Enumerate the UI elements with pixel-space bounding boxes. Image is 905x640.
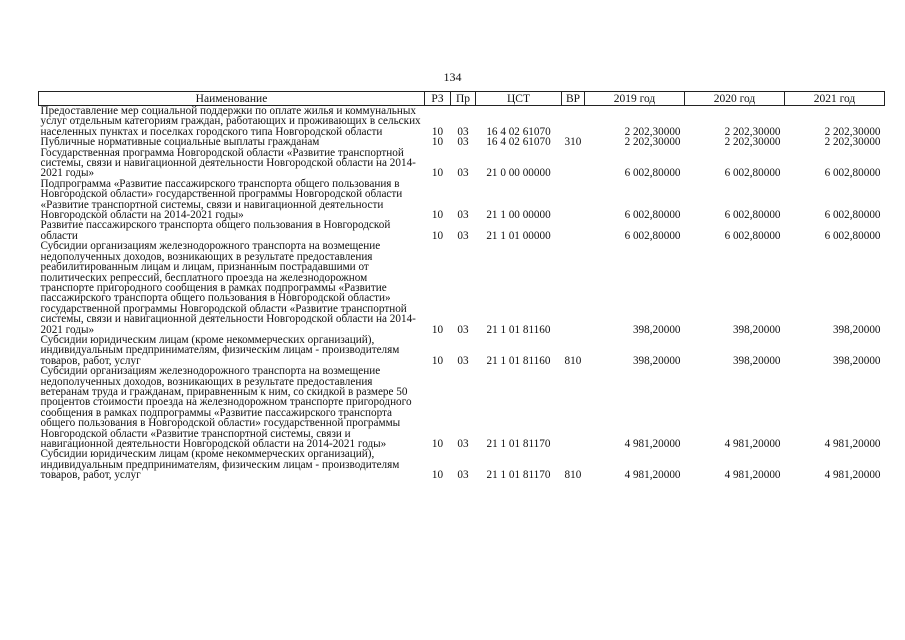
row-vr — [562, 241, 585, 335]
row-rz: 10 — [431, 469, 444, 482]
row-rz: 10 — [431, 354, 444, 367]
row-2020: 6 002,80000 — [724, 167, 781, 180]
row-cst: 21 0 00 00000 — [486, 167, 551, 180]
table-row — [39, 106, 885, 138]
row-2019: 2 202,30000 — [624, 125, 681, 138]
header-pr: Пр — [451, 92, 476, 106]
row-rz: 10 — [431, 209, 444, 222]
row-vr — [562, 106, 585, 138]
header-rz: РЗ — [425, 92, 451, 106]
header-2019: 2019 год — [585, 92, 685, 106]
row-vr — [562, 179, 585, 221]
row-rz: 10 — [431, 136, 444, 149]
row-2021: 4 981,20000 — [824, 438, 881, 450]
row-name: Предоставление мер социальной поддержки по оплате жилья и коммунальных услуг отдельным категориям граждан, работающих и проживающих в сельских населенных пунктах и поселках городского типа Новгородской области — [40, 105, 421, 138]
row-2019: 4 981,20000 — [624, 469, 681, 482]
row-rz: 10 — [431, 125, 444, 138]
row-rz: 10 — [431, 229, 444, 242]
row-vr: 810 — [564, 354, 582, 367]
row-name: Подпрограмма «Развитие пассажирского транспорта общего пользования в Новгородской области» государственной программы Новгородской области «Развитие транспортной системы, связи и навигационной деятельности Новгородской области на 2014-2021 годы» — [40, 177, 403, 222]
row-name: Публичные нормативные социальные выплаты гражданам — [40, 136, 320, 149]
row-vr: 810 — [564, 469, 582, 482]
row-name: Субсидии юридическим лицам (кроме некоммерческих организаций), индивидуальным предпринимателям, физическим лицам - производителям товаров, работ, услуг — [40, 333, 400, 367]
row-cst: 21 1 01 81160 — [486, 323, 551, 336]
table-row — [39, 241, 885, 335]
row-pr: 03 — [457, 125, 469, 138]
row-vr — [562, 148, 585, 179]
header-2020: 2020 год — [685, 92, 785, 106]
row-2021: 2 202,30000 — [824, 125, 881, 138]
row-2020: 4 981,20000 — [724, 438, 781, 450]
table-row — [39, 335, 885, 366]
row-name: Субсидии юридическим лицам (кроме некоммерческих организаций), индивидуальным предпринимателям, физическим лицам - производителям товаров, работ, услуг — [40, 448, 400, 482]
row-2019: 6 002,80000 — [624, 209, 681, 222]
row-2019: 6 002,80000 — [624, 167, 681, 180]
row-2021: 6 002,80000 — [824, 209, 881, 222]
row-cst: 16 4 02 61070 — [486, 125, 551, 138]
row-rz: 10 — [431, 167, 444, 180]
header-vr: ВР — [562, 92, 585, 106]
row-2020: 6 002,80000 — [724, 229, 781, 242]
table-row — [39, 366, 885, 449]
row-2019: 398,20000 — [632, 323, 681, 336]
row-name: Субсидии организациям железнодорожного транспорта на возмещение недополученных доходов, возникающих в результате предоставления ветеранам труда и гражданам, приравненным к ним, со скидкой в размере 50 процентов стоимости проезда на железнодорожном транспорте пригородного сообщения в рамках подпрограммы «Развитие пассажирского транспорта общего пользования в Новгородской области» государственной программы Новгородской области «Развитие транспортной системы, связи и навигационной деятельности Новгородской области на 2014-2021 годы» — [40, 365, 412, 450]
row-vr: 310 — [564, 136, 582, 149]
row-cst: 21 1 00 00000 — [486, 209, 551, 222]
table-header-row — [39, 92, 885, 106]
row-2021: 398,20000 — [832, 354, 881, 367]
row-2020: 2 202,30000 — [724, 125, 781, 138]
table-row — [39, 220, 885, 241]
row-name: Развитие пассажирского транспорта общего пользования в Новгородской области — [40, 219, 391, 242]
row-2021: 398,20000 — [832, 323, 881, 336]
row-2021: 6 002,80000 — [824, 167, 881, 180]
row-cst: 21 1 01 81160 — [486, 354, 551, 367]
row-pr: 03 — [457, 354, 469, 367]
row-2021: 2 202,30000 — [824, 136, 881, 149]
header-name: Наименование — [39, 92, 425, 106]
row-2020: 4 981,20000 — [724, 469, 781, 482]
row-2021: 4 981,20000 — [824, 469, 881, 482]
row-2020: 398,20000 — [732, 354, 781, 367]
table-row — [39, 148, 885, 179]
row-2020: 2 202,30000 — [724, 136, 781, 149]
row-rz: 10 — [431, 323, 444, 336]
row-name: Государственная программа Новгородской области «Развитие транспортной системы, связи и навигационной деятельности Новгородской области на 2014-2021 годы» — [40, 146, 416, 180]
row-pr: 03 — [457, 229, 469, 242]
row-pr: 03 — [457, 136, 469, 149]
row-cst: 21 1 01 81170 — [486, 469, 551, 482]
row-2019: 6 002,80000 — [624, 229, 681, 242]
row-vr — [562, 220, 585, 241]
budget-table — [38, 91, 885, 481]
row-2021: 6 002,80000 — [824, 229, 881, 242]
row-rz: 10 — [431, 438, 444, 450]
row-cst: 21 1 01 00000 — [486, 229, 551, 242]
row-vr — [562, 366, 585, 449]
row-2020: 398,20000 — [732, 323, 781, 336]
row-pr: 03 — [457, 438, 469, 450]
row-pr: 03 — [457, 469, 469, 482]
page-number: 134 — [443, 70, 462, 84]
row-2019: 398,20000 — [632, 354, 681, 367]
row-2019: 2 202,30000 — [624, 136, 681, 149]
header-cst: ЦСТ — [476, 92, 562, 106]
row-2019: 4 981,20000 — [624, 438, 681, 450]
row-pr: 03 — [457, 323, 469, 336]
row-cst: 21 1 01 81170 — [486, 438, 551, 450]
row-name: Субсидии организациям железнодорожного транспорта на возмещение недополученных доходов, возникающих в результате предоставления реабилитированным лицам и лицам, признанным пострадавшими от политических репрессий, бесплатного проезда на железнодорожном транспорте пригородного сообщения в рамках подпрограммы «Развитие пассажирского транспорта общего пользования в Новгородской области» государственной программы Новгородской области «Развитие транспортной системы, связи и навигационной деятельности Новгородской области на 2014-2021 годы» — [40, 240, 416, 336]
header-2021: 2021 год — [785, 92, 885, 106]
row-2020: 6 002,80000 — [724, 209, 781, 222]
row-pr: 03 — [457, 209, 469, 222]
table-row — [39, 179, 885, 221]
table-row — [39, 449, 885, 480]
row-cst: 16 4 02 61070 — [486, 136, 551, 149]
row-pr: 03 — [457, 167, 469, 180]
